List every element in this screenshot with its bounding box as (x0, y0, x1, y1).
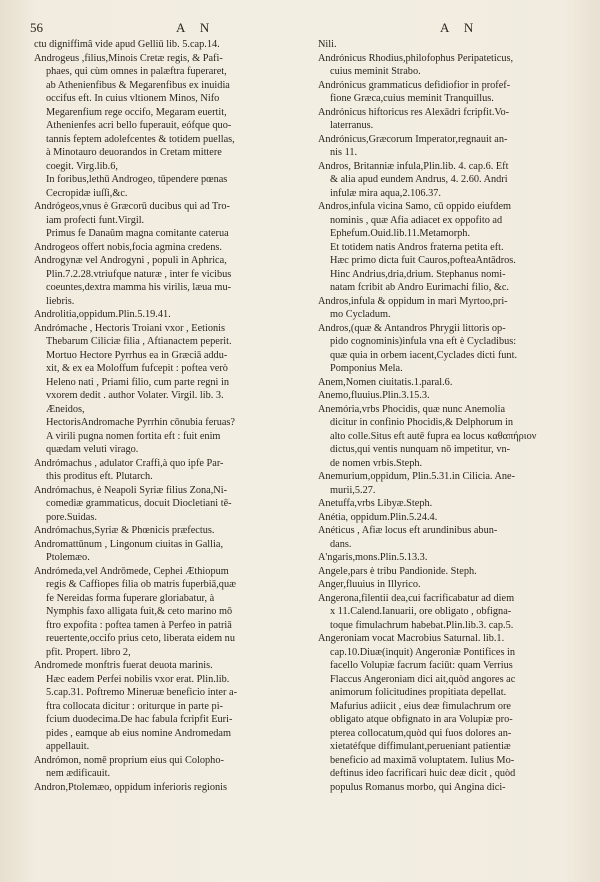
page-number: 56 (30, 20, 43, 35)
text-line: facello Volupiæ facrum faciūt: quam Verrius (330, 660, 513, 671)
text-line: pido cognominis)infula vna eft è Cycladibus: (330, 336, 517, 347)
text-line: deftinus ideo facrificari huic deæ dicit , quòd (330, 768, 516, 779)
text-line: Andrómache , Hectoris Troiani vxor , Eetionis (34, 322, 226, 334)
right-running-head: A N (440, 20, 480, 35)
text-line: & alia apud eundem Andrus, 4. 2.60. Andri (330, 174, 508, 185)
text-line: dans. (330, 538, 352, 550)
left-running-head: A N (176, 20, 216, 35)
text-line: Andrónicus Rhodius,philofophus Peripateticus, (318, 52, 514, 64)
text-line: Andromede monftris fuerat deuota marinis. (34, 660, 213, 671)
text-line: reuertente,occifo prius ceto, liberata eidem nu (46, 633, 235, 644)
text-line: regis & Caffiopes filia ob matris fuperbiā,quæ (46, 579, 236, 590)
text-line: pfit. Propert. libro 2, (46, 646, 131, 658)
text-line: Megarenfium rege occifo, Megaram euertit, (46, 106, 227, 118)
right-column (318, 38, 580, 794)
text-line: pore.Suidas. (46, 511, 97, 523)
text-line: à Minotauro deuorandos in Cretam mittere (46, 147, 222, 158)
text-line: Hinc Andrius,dria,drium. Stephanus nomi- (330, 268, 506, 280)
text-line: fe Nereidas forma fuperare gloriabatur, à (46, 592, 215, 604)
text-line: dictus,qui ventis nunquam nō impetitur, vn- (330, 444, 511, 455)
text-line: Anemurium,oppidum, Plin.5.31.in Cilicia. Ane- (318, 471, 516, 482)
text-line: nem ædificauit. (46, 768, 111, 779)
text-line: Mafurius adiicit , eius deæ fimulachrum ore (330, 700, 512, 712)
text-line: alto colle.Situs eft autē fupra ea locus καθαπήριον (330, 430, 537, 442)
text-line: Æneidos, (46, 403, 85, 415)
text-line: appellauit. (46, 741, 90, 752)
text-line: Andromattūnum , Lingonum ciuitas in Gallia, (34, 538, 224, 550)
text-line: quædam veluti virago. (46, 444, 139, 455)
text-line: fione Græca,cuius meminit Tranquillus. (330, 93, 494, 104)
text-line: nis 11. (330, 147, 358, 158)
text-line: In foribus,lethū Androgeo, tūpendere pœnas (46, 174, 228, 185)
text-line: Androgeus ,filius,Minois Cretæ regis, & Pafi- (34, 52, 223, 64)
text-line: Andrónicus,Græcorum Imperator,regnauit an- (318, 133, 508, 145)
text-line: ftra collocata dicitur : oriturque in parte pi- (46, 700, 223, 712)
text-line: ab Athenienfibus & Megarenfibus ex inuidia (46, 79, 230, 91)
text-line: fcium duodecima.De hac fabula fcripfit Euri- (46, 714, 233, 725)
text-line: Nili. (318, 39, 337, 50)
text-line: dicitur in confinio Phocidis,& Delphorum in (330, 417, 514, 428)
text-line: Andros, Britanniæ infula,Plin.lib. 4. cap.6. Eft (318, 160, 509, 172)
text-line: cuius meminit Strabo. (330, 66, 421, 77)
text-line: Primus fe Danaûm magna comitante caterua (46, 228, 229, 239)
text-line: tannis feptem adolefcentes & totidem puellas, (46, 133, 235, 145)
running-header (30, 20, 590, 38)
text-line: Andrónicus grammaticus defidiofior in profef- (318, 79, 511, 91)
text-line: Androgynæ vel Androgyni , populi in Aphrica, (34, 255, 227, 266)
text-line: Anem,Nomen ciuitatis.1.paral.6. (318, 376, 453, 388)
text-line: Hæc primo dicta fuit Cauros,pofteaAntādros. (330, 255, 516, 266)
text-line: Anéticus , Afiæ locus eft arundinibus abun- (318, 525, 498, 536)
text-line: Anger,fluuius in Illyrico. (318, 579, 421, 590)
text-line: Andrómachus,Syriæ & Phœnicis præfectus. (34, 525, 215, 536)
text-line: obligato atque obfignato in ara Volupiæ pro- (330, 714, 513, 725)
text-line: comediæ grammaticus, docuit Diocletiani tē- (46, 498, 232, 509)
text-line: Nymphis faxo alligata fuit,& ceto marino mō (46, 606, 233, 617)
text-line: Et totidem natis Andros fraterna petita eft. (330, 241, 504, 253)
text-line: Andros,(quæ & Antandros Phrygii littoris op- (318, 322, 506, 334)
text-line: populus Romanus morbo, qui Angina dici- (330, 781, 506, 793)
text-line: coeuntes,dextra mamma his virilis, læua mu- (46, 282, 232, 293)
text-line: Andros,infula vicina Samo, cū oppido eiufdem (318, 201, 512, 212)
text-line: animorum folicitudines propitiata depellat. (330, 687, 507, 698)
text-line: Androlitia,oppidum.Plin.5.19.41. (34, 309, 171, 320)
text-line: Anemória,vrbs Phocidis, quæ nunc Anemolia (318, 403, 506, 415)
text-line: iam profecti funt.Virgil. (46, 214, 145, 226)
text-line: murii,5.27. (330, 484, 376, 496)
text-line: Andrómeda,vel Andrōmede, Cephei Æthiopum (34, 565, 229, 577)
text-line: this proditus eft. Plutarch. (46, 471, 153, 482)
text-line: Angerona,filentii dea,cui facrificabatur ad diem (318, 592, 515, 604)
text-line: laterranus. (330, 120, 374, 131)
text-line: Heleno nati , Priami filio, cum parte regni in (46, 376, 230, 388)
text-line: Andrógeos,vnus è Græcorū ducibus qui ad Tro- (34, 201, 230, 212)
text-line: xietatéfque diffimulant,perueniant patientiæ (330, 741, 511, 752)
text-line: Andrómon, nomē proprium eius qui Colopho- (34, 754, 224, 766)
text-line: beneficio ad maximā voluptatem. Iulius Mo- (330, 754, 515, 766)
text-line: Andrónicus hiftoricus res Alexādri fcripfit.Vo- (318, 106, 510, 118)
text-line: mo Cycladum. (330, 309, 391, 320)
text-line: natam fcribit ab Andro Eurimachi filio, &c. (330, 282, 509, 293)
text-line: Anetuffa,vrbs Libyæ.Steph. (318, 498, 433, 509)
text-line: Andrómachus , adulator Craffi,à quo ipfe Par- (34, 457, 224, 469)
text-line: A virili pugna nomen fortita eft : fuit enim (46, 430, 221, 442)
text-line: Cecropidæ iuſſi,&c. (46, 187, 128, 199)
text-line: vxorem dedit . author Volater. Virgil. lib. 3. (46, 390, 224, 401)
text-line: toque fimulachrum habebat.Plin.lib.3. cap.5. (330, 619, 514, 631)
text-line: Andros,infula & oppidum in mari Myrtoo,pri- (318, 295, 508, 307)
text-line: x 11.Calend.Ianuarii, ore obligato , obfigna- (330, 606, 512, 617)
text-line: phaes, qui cùm omnes in palæftra fuperaret, (46, 66, 227, 77)
text-line: pides , eamque ab eius nomine Andromedam (46, 727, 232, 739)
text-line: 5.cap.31. Poftremo Mineruæ beneficio inter a- (46, 687, 238, 698)
text-line: cap.10.Diuæ(inquit) Angeroniæ Pontifices in (330, 646, 516, 658)
text-line: Plin.7.2.28.vtriufque naturæ , inter fe vicibus (46, 268, 232, 280)
text-line: de nomen vrbis.Steph. (330, 457, 423, 469)
text-line: Mortuo Hectore Pyrrhus ea in Græciā addu- (46, 349, 228, 361)
text-line: Flaccus Angeroniam dici ait,quòd angores ac (330, 673, 516, 685)
text-line: HectorisAndromache Pyrrhin cōnubia feruas? (46, 417, 235, 428)
text-line: ctu digniffimâ vide apud Gelliū lib. 5.cap.14. (34, 39, 220, 50)
text-line: Andron,Ptolemæo, oppidum inferioris regionis (34, 781, 228, 793)
left-column (34, 38, 308, 794)
text-line: Anemo,fluuius.Plin.3.15.3. (318, 390, 430, 401)
text-line: liebris. (46, 295, 75, 307)
text-line: Ptolemæo. (46, 552, 90, 563)
text-line: Pomponius Mela. (330, 363, 403, 374)
text-line: A'ngaris,mons.Plin.5.13.3. (318, 552, 428, 563)
text-line: pterea collocatum,quòd qui fuos dolores an- (330, 727, 512, 739)
text-line: Angele,pars è tribu Pandionide. Steph. (318, 565, 477, 577)
text-line: quæ quia in orbem iacent,Cyclades dicti funt. (330, 349, 518, 361)
text-line: occifus eft. In cuius vltionem Minos, Nifo (46, 93, 220, 104)
text-line: ftro expofita : poftea tamen à Perfeo in patriā (46, 619, 232, 631)
text-line: Anétia, oppidum.Plin.5.24.4. (318, 511, 438, 523)
text-line: infulæ mira aqua,2.106.37. (330, 187, 441, 199)
text-line: xit, & ex ea Moloffum fufcepit : poftea verò (46, 363, 228, 374)
text-line: Hæc eadem Perfei nobilis vxor erat. Plin.lib. (46, 673, 230, 685)
text-line: Andrómachus, è Neapoli Syriæ filius Zona,Ni- (34, 484, 228, 496)
text-line: Thebarum Ciliciæ filia , Aftianactem peperit. (46, 336, 232, 347)
text-line: Angeroniam vocat Macrobius Saturnal. lib.1. (318, 633, 505, 644)
text-line: Athenienfes acri bello fuperauit, eófque quo- (46, 120, 232, 131)
text-line: nominis , quæ Afia adiacet ex oppofito ad (330, 214, 503, 226)
text-line: coegit. Virg.lib.6, (46, 160, 118, 172)
text-line: Androgeos offert nobis,focia agmina credens. (34, 241, 222, 253)
text-line: Ephefum.Ouid.lib.11.Metamorph. (330, 228, 471, 239)
